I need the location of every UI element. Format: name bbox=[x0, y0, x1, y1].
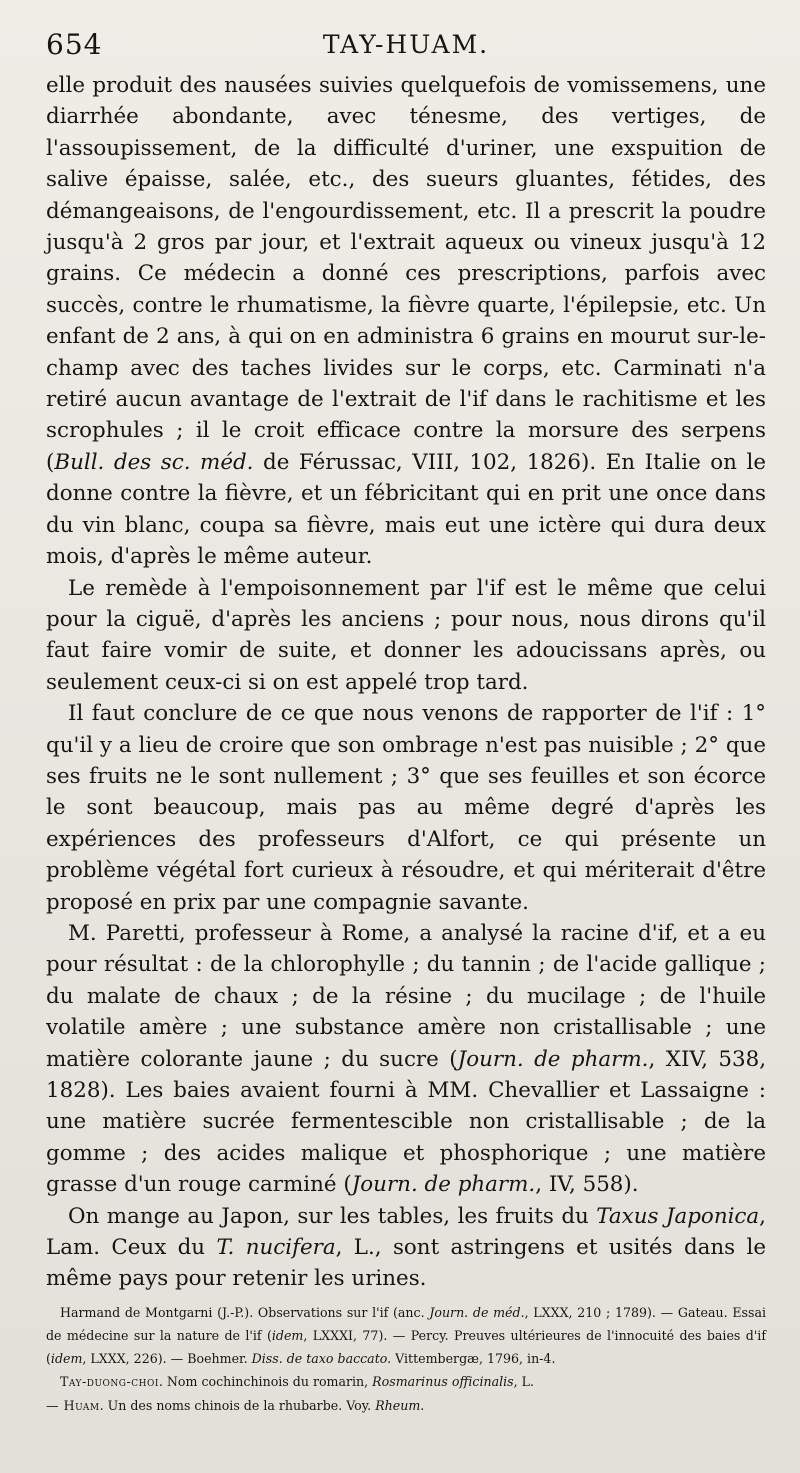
text-run: Le remède à l'empoisonnement par l'if est le même que celui pour la ciguë, d'après les anciens ; pour nous, nous dirons qu'il faut faire vomir de suite, et donner les adoucissans après, ou seulement ceux-ci si on est appelé trop tard. bbox=[46, 575, 766, 695]
paragraph-conclusion bbox=[46, 698, 766, 918]
paragraph-analysis bbox=[46, 918, 766, 1201]
text-run: , LXXXI, 77). — Percy. Preuves ultérieures de l'innocuité des baies d'if ( bbox=[46, 1328, 766, 1367]
text-run: , XIV, 538, 1828). Les baies avaient fourni à MM. Chevallier et Lassaigne : une matière sucrée fermentescible non cristallisable ; de la gomme ; des acides malique et phosphorique ; une matière grasse d'un rouge carminé ( bbox=[46, 1046, 767, 1198]
italic-text: Diss. de taxo baccato. bbox=[251, 1351, 392, 1367]
text-run: , LXXX, 210 ; 1789). — Gateau. Essai de médecine sur la nature de l'if ( bbox=[46, 1304, 766, 1344]
text-run: , LXXX, 226). — Boehmer. bbox=[82, 1351, 252, 1367]
text-run: , L., sont astringens et usités dans le même pays pour retenir les urines. bbox=[46, 1235, 766, 1292]
text-run: Harmand de Montgarni (J.-P.). Observations sur l'if (anc. bbox=[60, 1304, 430, 1320]
bibliography-notes bbox=[46, 1301, 766, 1417]
text-run: On mange au Japon, sur les tables, les fruits du bbox=[68, 1203, 597, 1229]
running-title: TAY-HUAM. bbox=[322, 30, 490, 59]
text-run: . bbox=[420, 1397, 425, 1413]
text-run: . Un des noms chinois de la rhubarbe. Voy. bbox=[99, 1397, 376, 1413]
main-text bbox=[46, 70, 766, 1295]
bibliography-paragraph bbox=[46, 1301, 766, 1371]
page-number: 654 bbox=[46, 28, 103, 61]
text-run: , Lam. Ceux du bbox=[46, 1203, 766, 1261]
paragraph-remedy bbox=[46, 573, 766, 699]
italic-text: Bull. des sc. méd. bbox=[54, 449, 254, 475]
entry-huam bbox=[46, 1394, 766, 1417]
italic-text: Journ. de pharm. bbox=[351, 1172, 536, 1198]
text-run: , IV, 558). bbox=[535, 1172, 639, 1198]
italic-text: Journ. de méd. bbox=[429, 1304, 525, 1320]
italic-text: idem bbox=[271, 1328, 304, 1344]
text-run: de Férussac, VIII, 102, 1826). En Italie on le donne contre la fièvre, et un fébricitant qui en prit une once dans du vin blanc, coupa sa fièvre, mais eut une ictère qui dura deux mois, d'après le même auteur. bbox=[46, 449, 766, 570]
page-header bbox=[46, 24, 766, 70]
italic-text: Taxus Japonica bbox=[596, 1203, 760, 1229]
italic-text: Rosmarinus officinalis bbox=[372, 1374, 514, 1390]
entry-tay-duong-choi bbox=[46, 1370, 766, 1393]
text-run: Il faut conclure de ce que nous venons de rapporter de l'if : 1° qu'il y a lieu de croire que son ombrage n'est pas nuisible ; 2° que ses fruits ne le sont nullement ; 3° que ses feuilles et son écorce le sont beaucoup, mais pas au même degré d'après les expériences des professeurs d'Alfort, ce qui présente un problème végétal fort curieux à résoudre, et qui mériterait d'être proposé en prix par une compagnie savante. bbox=[46, 701, 766, 915]
entry-headword: Tay-duong-choi bbox=[60, 1374, 159, 1390]
paragraph-toxicity bbox=[46, 70, 766, 573]
text-run: , L. bbox=[513, 1374, 535, 1390]
text-run: M. Paretti, professeur à Rome, a analysé la racine d'if, et a eu pour résultat : de la chlorophylle ; du tannin ; de l'acide gallique ; du malate de chaux ; de la résine ; du mucilage ; de l'huile volatile amère ; une substance amère non cristallisable ; une matière colorante jaune ; du sucre ( bbox=[46, 920, 766, 1072]
paragraph-japan bbox=[46, 1201, 766, 1295]
text-run: . Nom cochinchinois du romarin, bbox=[158, 1374, 373, 1390]
text-run: Vittembergæ, 1796, in-4. bbox=[391, 1351, 556, 1367]
text-run: elle produit des nausées suivies quelquefois de vomissemens, une diarrhée abondante, avec ténesme, des vertiges, de l'assoupissement, de la difficulté d'uriner, une exspuition de salive épaisse, salée, etc., des sueurs gluantes, fétides, des démangeaisons, de l'engourdissement, etc. Il a prescrit la poudre jusqu'à 2 gros par jour, et l'extrait aqueux ou vineux jusqu'à 12 grains. Ce médecin a donné ces prescriptions, parfois avec succès, contre le rhumatisme, la fièvre quarte, l'épilepsie, etc. Un enfant de 2 ans, à qui on en administra 6 grains en mourut sur-le-champ avec des taches livides sur le corps, etc. Carminati n'a retiré aucun avantage de l'extrait de l'if dans le rachitisme et les scrophules ; il le croit efficace contre la morsure des serpens ( bbox=[46, 73, 766, 475]
entry-headword: — Huam bbox=[46, 1397, 100, 1413]
italic-text: Journ. de pharm. bbox=[457, 1046, 649, 1072]
italic-text: idem bbox=[50, 1351, 83, 1367]
italic-text: Rheum bbox=[375, 1397, 421, 1413]
italic-text: T. nucifera bbox=[216, 1235, 336, 1261]
